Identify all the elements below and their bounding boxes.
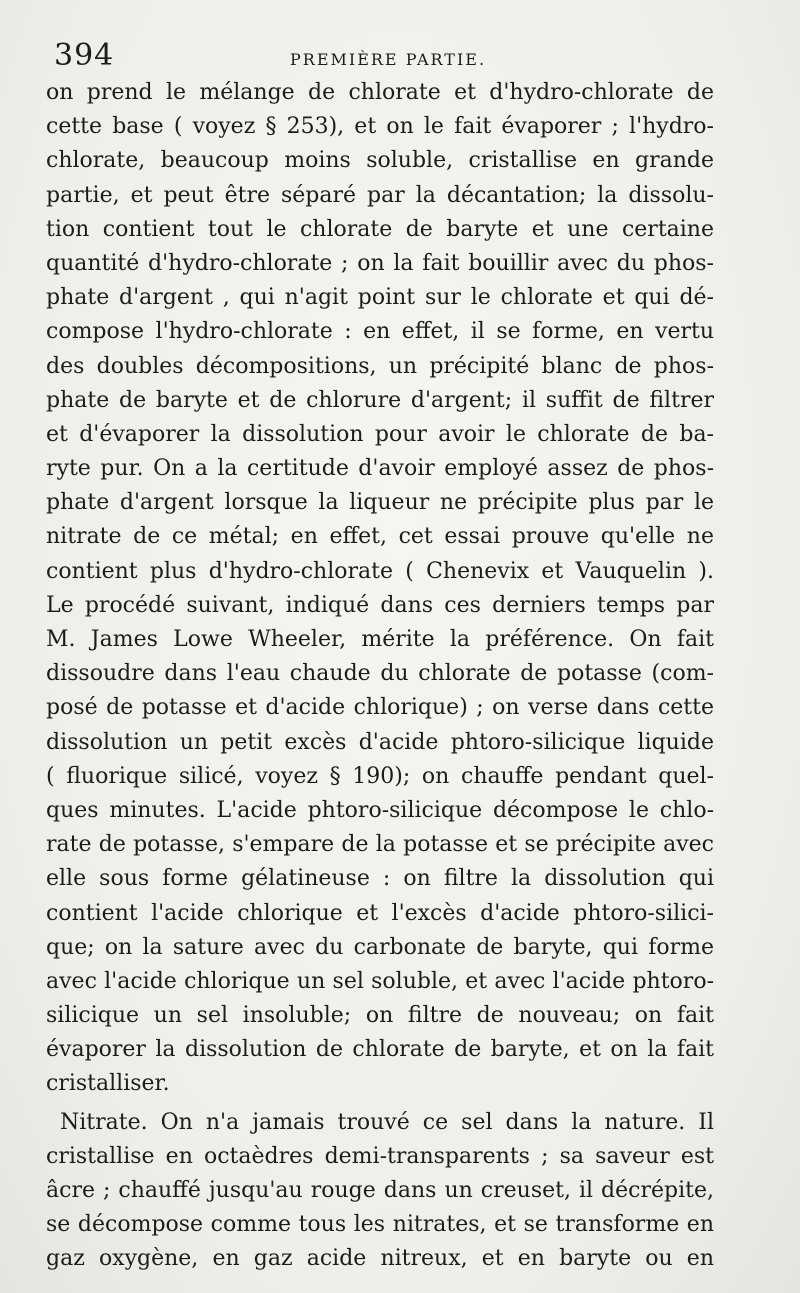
text-line: cristallise en octaèdres demi-transparents ; sa saveur est: [46, 1143, 714, 1169]
page-header: [50, 38, 750, 78]
text-line: quantité d'hydro-chlorate ; on la fait bouillir avec du phos-: [46, 250, 714, 276]
text-line: des doubles décompositions, un précipité blanc de phos-: [46, 353, 714, 379]
text-line: dissoudre dans l'eau chaude du chlorate de potasse (com-: [46, 661, 714, 687]
text-line: partie, et peut être séparé par la décantation; la dissolu-: [46, 182, 714, 208]
text-line: nitrate de ce métal; en effet, cet essai prouve qu'elle ne: [46, 524, 714, 550]
text-line: chlorate, beaucoup moins soluble, cristallise en grande: [46, 148, 714, 174]
text-line: M. James Lowe Wheeler, mérite la préférence. On fait: [46, 627, 714, 652]
text-line: gaz oxygène, en gaz acide nitreux, et en baryte ou en: [46, 1246, 714, 1272]
text-line: évaporer la dissolution de chlorate de baryte, et on la fait: [46, 1037, 714, 1063]
text-line: phate de baryte et de chlorure d'argent; il suffit de filtrer: [46, 387, 714, 413]
text-line: se décompose comme tous les nitrates, et se transforme en: [46, 1212, 714, 1238]
text-line: phate d'argent , qui n'agit point sur le chlorate et qui dé-: [46, 285, 714, 311]
text-line: dissolution un petit excès d'acide phtoro-silicique liquide: [46, 729, 714, 755]
page-number: 394: [54, 38, 115, 73]
text-line: tion contient tout le chlorate de baryte et une certaine: [46, 216, 714, 242]
text-line: Le procédé suivant, indiqué dans ces derniers temps par: [46, 592, 714, 618]
text-line: compose l'hydro-chlorate : en effet, il se forme, en vertu: [46, 319, 714, 345]
body-text: [46, 76, 714, 1277]
text-line: contient plus d'hydro-chlorate ( Chenevix et Vauquelin ).: [46, 558, 714, 584]
text-line: silicique un sel insoluble; on filtre de nouveau; on fait: [46, 1003, 714, 1029]
text-line: que; on la sature avec du carbonate de baryte, qui forme: [46, 934, 714, 960]
text-line: avec l'acide chlorique un sel soluble, et avec l'acide phtoro-: [46, 968, 714, 994]
paragraph-barium-nitrate: [46, 1106, 714, 1277]
text-line: contient l'acide chlorique et l'excès d'acide phtoro-silici-: [46, 900, 714, 926]
text-line: cette base ( voyez § 253), et on le fait évaporer ; l'hydro-: [46, 114, 714, 140]
text-line: elle sous forme gélatineuse : on filtre la dissolution qui: [46, 866, 714, 892]
text-line: Nitrate. On n'a jamais trouvé ce sel dans la nature. Il: [60, 1109, 714, 1135]
text-line: âcre ; chauffé jusqu'au rouge dans un creuset, il décrépite,: [46, 1178, 714, 1203]
text-line: ( fluorique silicé, voyez § 190); on chauffe pendant quel-: [46, 763, 714, 789]
text-line: et d'évaporer la dissolution pour avoir le chlorate de ba-: [46, 421, 714, 447]
text-line: posé de potasse et d'acide chlorique) ; on verse dans cette: [46, 695, 714, 721]
text-line: ques minutes. L'acide phtoro-silicique décompose le chlo-: [46, 797, 714, 823]
text-line: phate d'argent lorsque la liqueur ne précipite plus par le: [46, 490, 714, 516]
paragraph-barium-chlorate: [46, 76, 714, 1102]
text-line: ryte pur. On a la certitude d'avoir employé assez de phos-: [46, 456, 714, 482]
text-line: on prend le mélange de chlorate et d'hydro-chlorate de: [46, 80, 714, 105]
running-head: PREMIÈRE PARTIE.: [290, 50, 487, 69]
text-line: cristalliser.: [46, 1071, 170, 1097]
text-line: rate de potasse, s'empare de la potasse et se précipite avec: [46, 832, 714, 858]
